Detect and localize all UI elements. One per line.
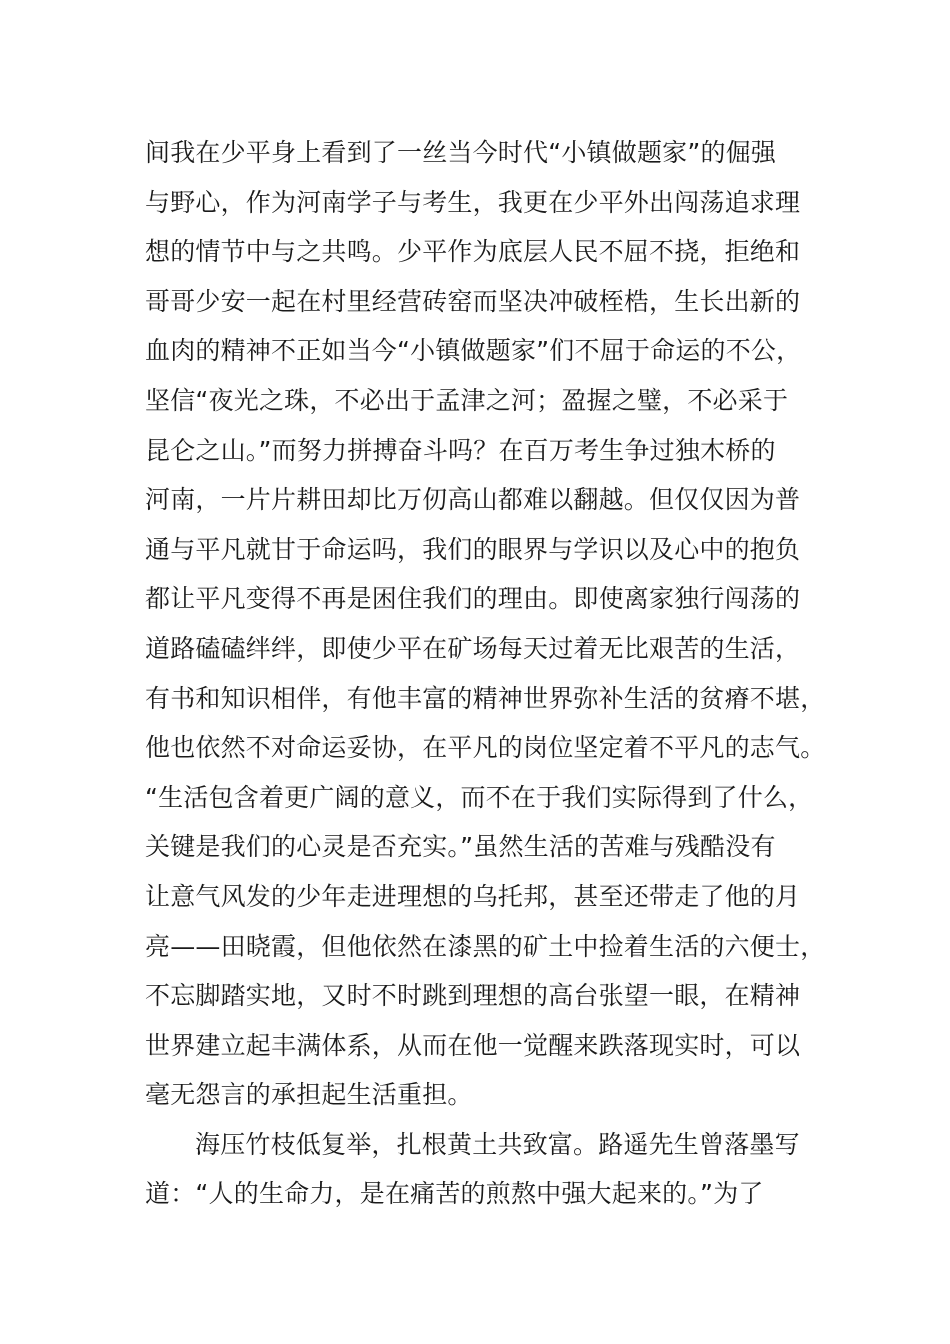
- paragraph-start-line: 海压竹枝低复举，扎根黄土共致富。路遥先生曾落墨写: [195, 1129, 800, 1159]
- text-line: 哥哥少安一起在村里经营砖窑而坚决冲破桎梏，生长出新的: [145, 286, 801, 316]
- text-line: 与野心，作为河南学子与考生，我更在少平外出闯荡追求理: [145, 187, 801, 217]
- text-line: “生活包含着更广阔的意义，而不在于我们实际得到了什么，: [145, 782, 814, 812]
- text-line: 道：“人的生命力，是在痛苦的煎熬中强大起来的。”为了: [145, 1179, 764, 1209]
- text-line: 河南，一片片耕田却比万仞高山都难以翻越。但仅仅因为普: [145, 485, 801, 515]
- text-line: 昆仑之山。”而努力拼搏奋斗吗？在百万考生争过独木桥的: [145, 435, 776, 465]
- text-line: 亮——田晓霞，但他依然在漆黑的矿土中捡着生活的六便士，: [145, 931, 826, 961]
- text-line: 他也依然不对命运妥协，在平凡的岗位坚定着不平凡的志气。: [145, 733, 826, 763]
- text-line: 血肉的精神不正如当今“小镇做题家”们不屈于命运的不公，: [145, 336, 802, 366]
- text-line: 都让平凡变得不再是困住我们的理由。即使离家独行闯荡的: [145, 584, 801, 614]
- text-line: 让意气风发的少年走进理想的乌托邦，甚至还带走了他的月: [145, 881, 801, 911]
- text-line: 世界建立起丰满体系，从而在他一觉醒来跌落现实时，可以: [145, 1030, 801, 1060]
- body-text: [145, 128, 825, 1219]
- text-line: 通与平凡就甘于命运吗，我们的眼界与学识以及心中的抱负: [145, 534, 801, 564]
- text-line: 坚信“夜光之珠，不必出于孟津之河；盈握之璧，不必采于: [145, 385, 789, 415]
- text-line: 道路磕磕绊绊，即使少平在矿场每天过着无比艰苦的生活，: [145, 633, 801, 663]
- text-line: 有书和知识相伴，有他丰富的精神世界弥补生活的贫瘠不堪，: [145, 683, 826, 713]
- text-line: 想的情节中与之共鸣。少平作为底层人民不屈不挠，拒绝和: [145, 237, 801, 267]
- text-line: 毫无怨言的承担起生活重担。: [145, 1080, 473, 1110]
- text-line: 不忘脚踏实地，又时不时跳到理想的高台张望一眼，在精神: [145, 981, 801, 1011]
- text-line: 关键是我们的心灵是否充实。”虽然生活的苦难与残酷没有: [145, 832, 776, 862]
- text-line: 间我在少平身上看到了一丝当今时代“小镇做题家”的倔强: [145, 138, 777, 167]
